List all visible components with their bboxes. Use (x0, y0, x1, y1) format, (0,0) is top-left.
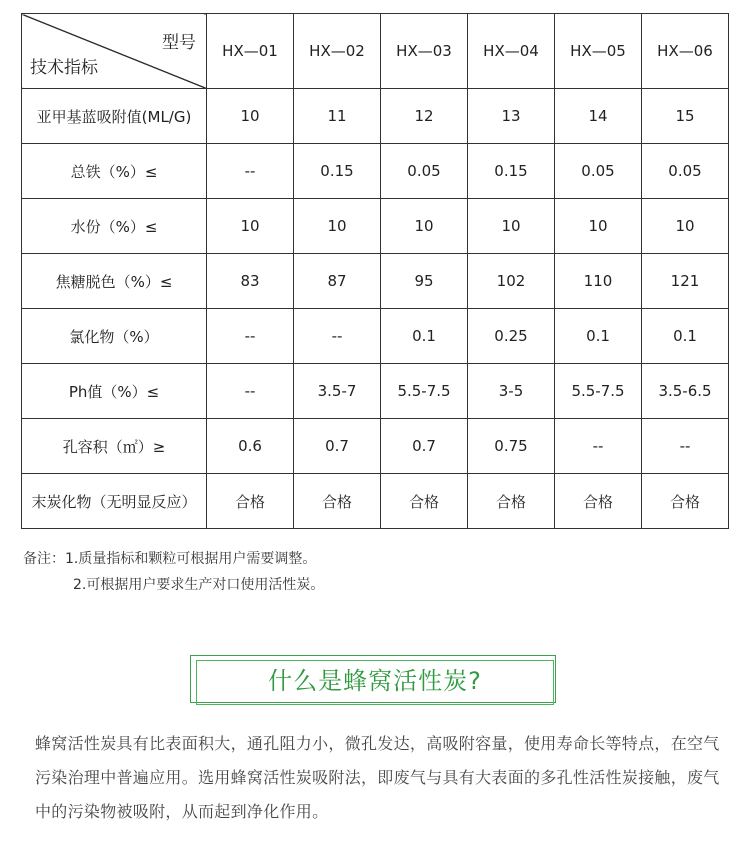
table-cell: 0.25 (468, 309, 555, 364)
table-cell: 0.7 (381, 419, 468, 474)
table-cell: 0.05 (381, 144, 468, 199)
notes (23, 546, 324, 598)
table-cell: 0.05 (555, 144, 642, 199)
table-cell: 合格 (555, 474, 642, 529)
table-cell: 10 (381, 199, 468, 254)
table-cell: 0.75 (468, 419, 555, 474)
table-cell: 5.5-7.5 (555, 364, 642, 419)
table-cell: -- (555, 419, 642, 474)
table-cell: 11 (294, 89, 381, 144)
table-row (22, 364, 729, 419)
table-cell: 110 (555, 254, 642, 309)
corner-spec-label: 技术指标 (30, 58, 98, 78)
table-cell: 14 (555, 89, 642, 144)
table-cell: 0.7 (294, 419, 381, 474)
table-cell: 10 (642, 199, 729, 254)
table-cell: 3.5-7 (294, 364, 381, 419)
table-cell: 102 (468, 254, 555, 309)
table-cell: 0.15 (468, 144, 555, 199)
table-cell: 10 (207, 199, 294, 254)
table-cell: 10 (468, 199, 555, 254)
table-row (22, 309, 729, 364)
table-cell: 合格 (381, 474, 468, 529)
table-cell: -- (294, 309, 381, 364)
model-header: HX—05 (555, 14, 642, 89)
table-row (22, 199, 729, 254)
model-header: HX—03 (381, 14, 468, 89)
table-row (22, 89, 729, 144)
model-header: HX—02 (294, 14, 381, 89)
table-cell: 10 (555, 199, 642, 254)
table-cell: 87 (294, 254, 381, 309)
table-row (22, 144, 729, 199)
table-cell: 3-5 (468, 364, 555, 419)
corner-model-label: 型号 (162, 33, 196, 53)
table-cell: 95 (381, 254, 468, 309)
note-line-1: 备注：1.质量指标和颗粒可根据用户需要调整。 (23, 551, 317, 567)
table-cell: 合格 (207, 474, 294, 529)
section-paragraph: 蜂窝活性炭具有比表面积大，通孔阻力小，微孔发达，高吸附容量，使用寿命长等特点，在空气污染治理中普遍应用。选用蜂窝活性炭吸附法，即废气与具有大表面的多孔性活性炭接触，废气中的污染物被吸附，从而起到净化作用。 (35, 734, 720, 821)
row-label: 末炭化物（无明显反应） (22, 474, 207, 529)
corner-cell (22, 14, 207, 89)
table-cell: 10 (207, 89, 294, 144)
table-cell: 121 (642, 254, 729, 309)
table-cell: 0.15 (294, 144, 381, 199)
table-cell: -- (207, 309, 294, 364)
table-cell: 合格 (642, 474, 729, 529)
model-header: HX—06 (642, 14, 729, 89)
table-cell: -- (642, 419, 729, 474)
table-cell: 5.5-7.5 (381, 364, 468, 419)
table-cell: 0.1 (381, 309, 468, 364)
spec-table (21, 13, 729, 529)
row-label: 总铁（%）≤ (22, 144, 207, 199)
row-label: 水份（%）≤ (22, 199, 207, 254)
table-cell: -- (207, 364, 294, 419)
table-cell: 0.1 (555, 309, 642, 364)
note-line-2: 2.可根据用户要求生产对口使用活性炭。 (73, 577, 325, 593)
table-cell: 13 (468, 89, 555, 144)
model-header: HX—04 (468, 14, 555, 89)
table-row (22, 419, 729, 474)
table-cell: 0.1 (642, 309, 729, 364)
row-label: 亚甲基蓝吸附值(ML/G) (22, 89, 207, 144)
row-label: 焦糖脱色（%）≤ (22, 254, 207, 309)
table-cell: 12 (381, 89, 468, 144)
row-label: Ph值（%）≤ (22, 364, 207, 419)
table-cell: 10 (294, 199, 381, 254)
table-cell: 合格 (468, 474, 555, 529)
model-header: HX—01 (207, 14, 294, 89)
table-cell: 83 (207, 254, 294, 309)
header-row (22, 14, 729, 89)
table-cell: -- (207, 144, 294, 199)
row-label: 孔容积（㎡）≥ (22, 419, 207, 474)
section-heading (190, 655, 560, 707)
table-cell: 3.5-6.5 (642, 364, 729, 419)
row-label: 氯化物（%） (22, 309, 207, 364)
table-row (22, 254, 729, 309)
table-row (22, 474, 729, 529)
table-cell: 合格 (294, 474, 381, 529)
table-cell: 0.05 (642, 144, 729, 199)
table-cell: 0.6 (207, 419, 294, 474)
table-cell: 15 (642, 89, 729, 144)
section-title: 什么是蜂窝活性炭? (268, 667, 482, 695)
